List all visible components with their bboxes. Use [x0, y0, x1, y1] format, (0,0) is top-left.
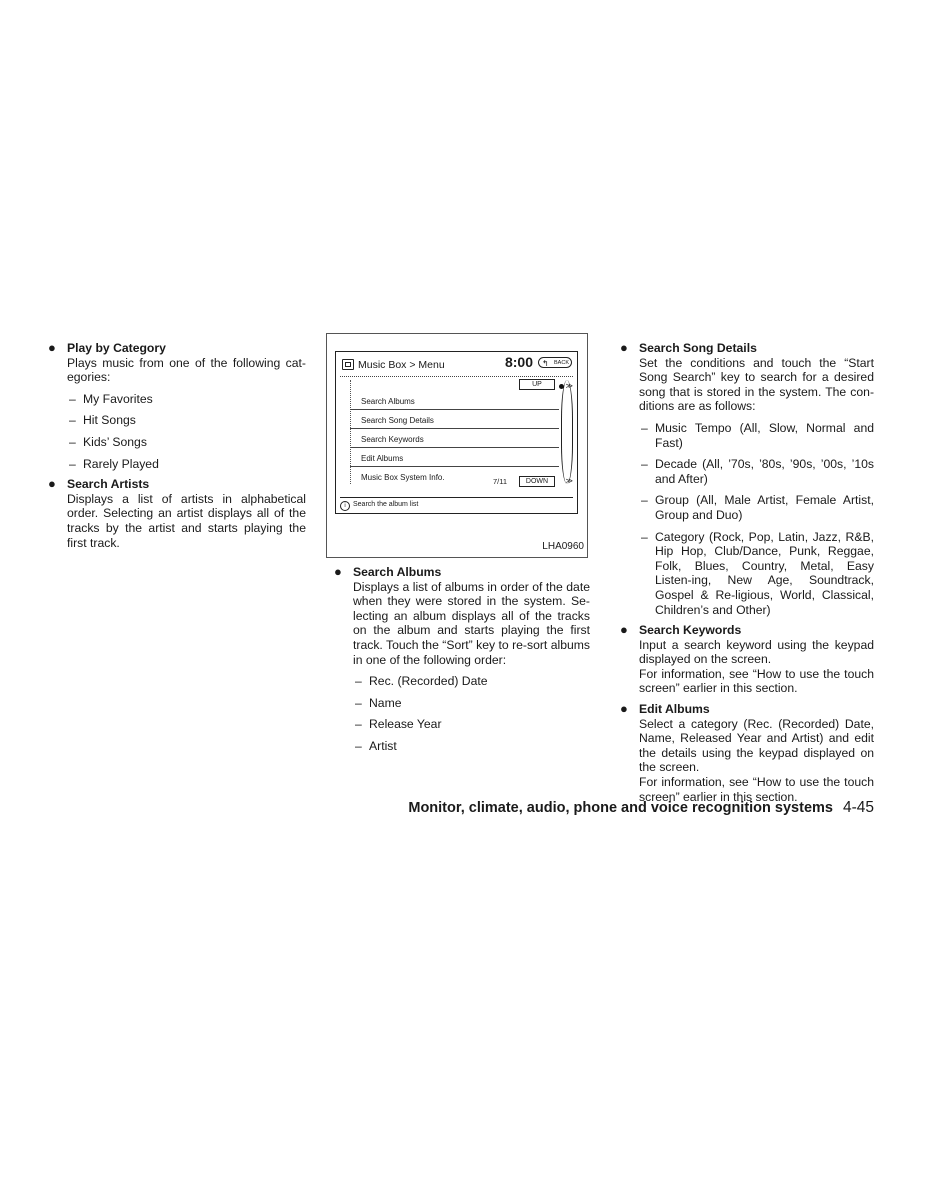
section-heading: Search Albums [353, 565, 442, 579]
status-bar [340, 497, 573, 510]
chevron-down-icon[interactable]: ≫ [565, 478, 573, 485]
section-text: Input a search keyword using the keypad displayed on the screen. [639, 637, 874, 667]
screen-title-bar [340, 356, 573, 374]
edit-albums-section [612, 702, 874, 804]
list-item: – Group (All, Male Artist, Female Artist, Group and Duo) [641, 493, 874, 522]
menu-list [350, 379, 559, 487]
list-item: – Decade (All, ’70s, ’80s, ’90s, ’00s, ’10s and After) [641, 457, 874, 486]
figure-caption: LHA0960 [542, 541, 584, 553]
search-albums-section [326, 565, 590, 754]
menu-item-system-info[interactable]: Music Box System Info. [361, 473, 445, 482]
sort-order-list [353, 674, 590, 753]
list-item: – My Favorites [69, 391, 153, 406]
section-text: Displays a list of artists in alphabetical order. Selecting an artist displays all of the tracks by the artist and starts playing the first track. [67, 491, 306, 550]
section-text: Set the conditions and touch the “Start Song Search” key to search for a desired song that is stored in the system. The con-ditions are as follows: [639, 355, 874, 414]
bullet-icon: ● [620, 701, 628, 717]
section-heading: Search Artists [67, 477, 150, 492]
list-item: – Music Tempo (All, Slow, Normal and Fast) [641, 420, 874, 450]
column-right [612, 341, 874, 810]
screen-title: Music Box > Menu [358, 359, 445, 371]
screen-display [335, 351, 578, 514]
section-heading: Edit Albums [639, 702, 710, 717]
status-text: Search the album list [353, 501, 419, 508]
section-text-reference: For information, see “How to use the touch screen” earlier in this section. [639, 775, 874, 804]
info-icon: i [340, 501, 350, 511]
list-item: – Rarely Played [69, 456, 159, 471]
play-by-category-section [40, 341, 306, 471]
bullet-icon: ● [48, 476, 56, 492]
music-box-menu-figure [326, 333, 588, 558]
column-left [40, 341, 306, 556]
back-button[interactable]: ↰ BACK [538, 357, 572, 368]
list-item: – Rec. (Recorded) Date [355, 674, 488, 689]
list-item: – Name [355, 695, 402, 710]
music-box-icon [342, 359, 354, 370]
section-text-reference: For information, see “How to use the touch screen” earlier in this section. [639, 666, 874, 696]
category-list [67, 392, 306, 471]
section-text: Plays music from one of the following cat-egories: [67, 355, 306, 385]
back-arrow-icon: ↰ [542, 359, 549, 368]
page-footer [400, 799, 874, 817]
divider [340, 376, 573, 377]
bullet-icon: ● [334, 564, 342, 579]
clock: 8:00 [504, 354, 533, 370]
search-artists-section [40, 477, 306, 550]
menu-item-search-song-details[interactable]: Search Song Details [350, 410, 559, 429]
bullet-icon: ● [620, 340, 628, 355]
up-button[interactable]: UP [519, 379, 555, 390]
conditions-list [639, 421, 874, 617]
bullet-icon: ● [48, 340, 56, 355]
menu-item-edit-albums[interactable]: Edit Albums [350, 448, 559, 467]
menu-item-search-keywords[interactable]: Search Keywords [350, 429, 559, 448]
list-item: – Artist [355, 738, 397, 753]
scroll-knob[interactable] [559, 384, 564, 389]
search-song-details-section [612, 341, 874, 617]
section-heading: Search Keywords [639, 623, 742, 638]
footer-section-title: Monitor, climate, audio, phone and voice recognition systems [408, 800, 833, 816]
menu-items [350, 391, 559, 485]
chevron-up-icon[interactable]: ≫ [565, 383, 573, 390]
list-item: – Kids’ Songs [69, 434, 147, 449]
scrollbar[interactable] [561, 380, 573, 484]
list-item: – Release Year [355, 717, 442, 732]
page-count: 7/11 [492, 477, 507, 486]
section-heading: Play by Category [67, 341, 166, 355]
section-heading: Search Song Details [639, 341, 757, 355]
section-text: Displays a list of albums in order of the date when they were stored in the system. Se-lecting an album displays all of the tracks on the album and starts playing the first track. Touch the “Sort” key to re-sort albums in one of the following order: [353, 579, 590, 667]
menu-item-search-albums[interactable]: Search Albums [350, 391, 559, 410]
down-button[interactable]: DOWN [519, 476, 555, 487]
section-text: Select a category (Rec. (Recorded) Date, Name, Released Year and Artist) and edit the details using the keypad displayed on the screen. [639, 716, 874, 775]
column-middle [326, 333, 590, 760]
bullet-icon: ● [620, 622, 628, 638]
list-item: – Hit Songs [69, 413, 136, 428]
page-number: 4-45 [842, 799, 874, 816]
list-item: – Category (Rock, Pop, Latin, Jazz, R&B, Hip Hop, Club/Dance, Punk, Reggae, Folk, Blues, Country, Metal, Easy Listen-ing, New Age, Soundtrack, Gospel & Re-ligious, World, Classical, Children’s and Other) [641, 529, 874, 617]
search-keywords-section [612, 623, 874, 696]
